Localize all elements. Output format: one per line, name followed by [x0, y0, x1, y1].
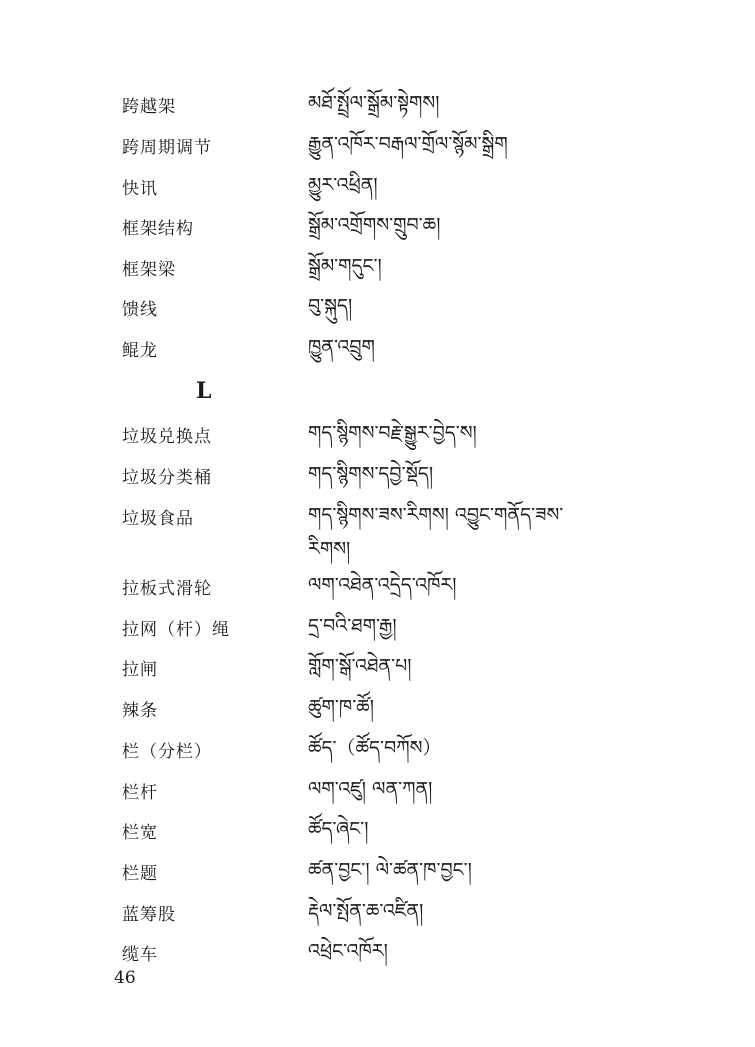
- entry-tibetan-translation: [308, 649, 538, 683]
- entry-tibetan-translation: [308, 86, 538, 120]
- entry-tibetan-translation: [308, 812, 538, 846]
- tibetan-line: ཚན་བྱང་། ལེ་ཚན་ཁ་བྱང་།: [308, 859, 472, 881]
- entry-tibetan-translation: [308, 249, 538, 283]
- entry-tibetan-translation: [308, 457, 538, 491]
- entry-tibetan-translation: [308, 416, 538, 450]
- entry-tibetan-translation: [308, 127, 538, 161]
- entry-tibetan-translation: [308, 690, 538, 724]
- entry-tibetan-translation: [308, 168, 538, 202]
- entry-chinese-term: 栏宽: [122, 823, 158, 843]
- entry-chinese-term: 馈线: [122, 300, 158, 320]
- entry-chinese-term: 缆车: [122, 945, 158, 965]
- entry-tibetan-translation: [308, 498, 564, 566]
- tibetan-line: རྒྱུན་འཁོར་བརྒལ་གྲོལ་སྙོམ་སྒྲིག: [308, 133, 508, 155]
- entry-chinese-term: 垃圾分类桶: [122, 468, 212, 488]
- entry-chinese-term: 垃圾食品: [122, 509, 194, 529]
- entry-tibetan-translation: [308, 208, 538, 242]
- tibetan-line: ཚོད་（ཚོད་བཀོས）: [308, 737, 442, 759]
- tibetan-line: གད་སྙིགས་ཟས་རིགས། འབྱུང་གནོད་ཟས་: [308, 504, 564, 526]
- entry-chinese-term: 跨越架: [122, 97, 176, 117]
- entry-chinese-term: 快讯: [122, 179, 158, 199]
- section-letter-heading: L: [196, 378, 212, 404]
- entry-tibetan-translation: [308, 853, 538, 887]
- entry-chinese-term: 拉板式滑轮: [122, 579, 212, 599]
- entry-tibetan-translation: [308, 568, 538, 602]
- tibetan-line: སྒྲོམ་འགྲོགས་གྲུབ་ཆ།: [308, 214, 441, 236]
- tibetan-line: གློག་སྒོ་འཐེན་པ།: [308, 655, 412, 677]
- tibetan-line: ལག་འཐེན་འདྲེད་འཁོར།: [308, 574, 457, 596]
- entry-tibetan-translation: [308, 772, 538, 806]
- entry-tibetan-translation: [308, 934, 538, 968]
- tibetan-line: ཁྱུན་འབྲུག: [308, 336, 375, 358]
- entry-chinese-term: 栏杆: [122, 783, 158, 803]
- tibetan-line: འཕྲེང་འཁོར།: [308, 940, 388, 962]
- tibetan-line: ཚོད་ཞེང་།: [308, 818, 369, 840]
- tibetan-line: བུ་སྐུད།: [308, 295, 353, 317]
- entry-chinese-term: 蓝筹股: [122, 905, 176, 925]
- entry-chinese-term: 栏题: [122, 864, 158, 884]
- tibetan-line: རིགས།: [308, 538, 351, 560]
- tibetan-line: དྲ་བའི་ཐག་རྒྱ།: [308, 615, 397, 637]
- entry-chinese-term: 鲲龙: [122, 341, 158, 361]
- entry-chinese-term: 栏（分栏）: [122, 742, 212, 762]
- entry-chinese-term: 辣条: [122, 701, 158, 721]
- entry-tibetan-translation: [308, 330, 538, 364]
- entry-tibetan-translation: [308, 289, 538, 323]
- tibetan-line: གད་སྙིགས་བརྗེ་སྒྱུར་བྱེད་ས།: [308, 422, 477, 444]
- entry-tibetan-translation: [308, 731, 538, 765]
- entry-chinese-term: 垃圾兑换点: [122, 427, 212, 447]
- tibetan-line: ལག་འཛུ། ལན་ཀན།: [308, 778, 433, 800]
- entry-chinese-term: 框架梁: [122, 260, 176, 280]
- page-number: 46: [114, 968, 136, 988]
- tibetan-line: མྱུར་འཕྲིན།: [308, 174, 378, 196]
- tibetan-line: རྡེལ་སྤོན་ཆ་འཛིན།: [308, 900, 424, 922]
- tibetan-line: སྒྲོམ་གདུང་།: [308, 255, 382, 277]
- tibetan-line: ཚུག་ཁ་ཚོ།: [308, 696, 374, 718]
- tibetan-line: མཐོ་སྤྲོལ་སྒྲོམ་སྟེགས།: [308, 92, 440, 114]
- entry-chinese-term: 拉网（杆）绳: [122, 620, 230, 640]
- tibetan-line: གད་སྙིགས་དབྱེ་སྡོད།: [308, 463, 434, 485]
- entry-chinese-term: 跨周期调节: [122, 138, 212, 158]
- entry-tibetan-translation: [308, 609, 538, 643]
- entry-chinese-term: 框架结构: [122, 219, 194, 239]
- entry-tibetan-translation: [308, 894, 538, 928]
- entry-chinese-term: 拉闸: [122, 660, 158, 680]
